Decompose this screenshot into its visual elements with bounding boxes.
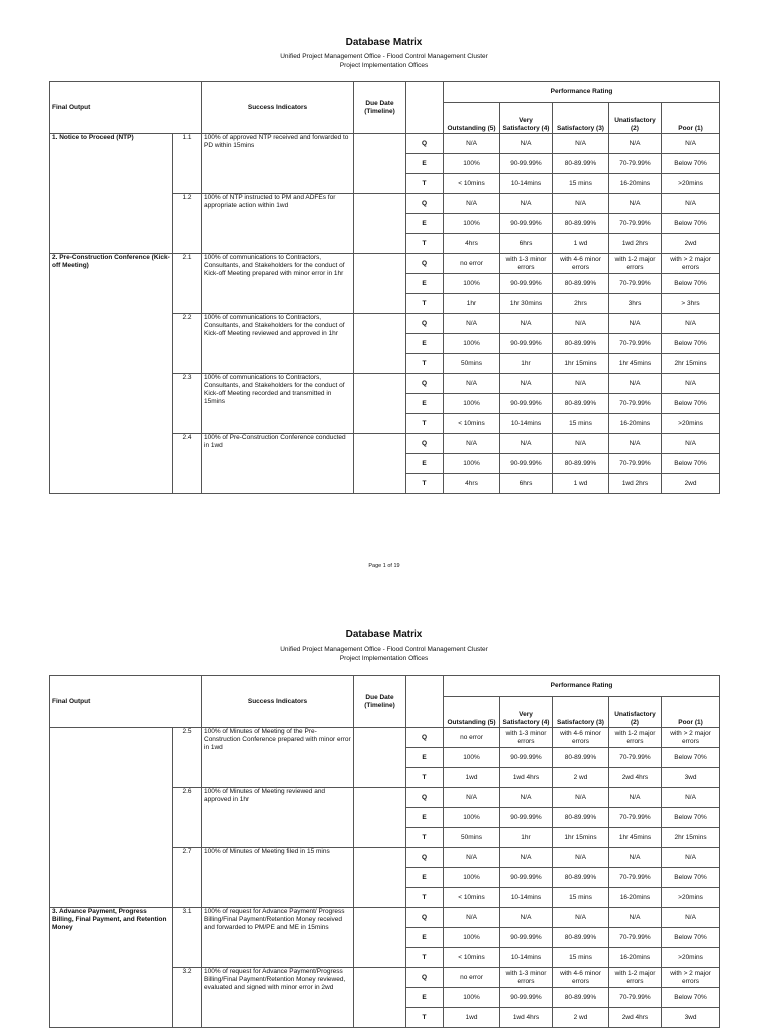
due-date-cell — [354, 788, 406, 848]
rating-value-cell: N/A — [500, 848, 553, 868]
rating-value-cell: N/A — [662, 908, 720, 928]
measure-code: Q — [406, 434, 444, 454]
rating-value-cell: 2hrs — [553, 294, 609, 314]
rating-value-cell: 70-79.99% — [609, 334, 662, 354]
rating-value-cell: 2wd 4hrs — [609, 1008, 662, 1028]
page-number: Page 1 of 19 — [368, 563, 400, 569]
rating-value-cell: N/A — [553, 788, 609, 808]
rating-value-cell: > 3hrs — [662, 294, 720, 314]
rating-value-cell: no error — [444, 728, 500, 748]
rating-value-cell: 1hr 15mins — [553, 828, 609, 848]
rating-value-cell: >20mins — [662, 888, 720, 908]
table-row — [50, 728, 720, 748]
rating-value-cell: N/A — [444, 848, 500, 868]
rating-value-cell: 100% — [444, 988, 500, 1008]
header-performance-rating: Performance Rating — [444, 82, 720, 103]
measure-code: T — [406, 948, 444, 968]
final-output-cell: 2. Pre-Construction Conference (Kick-off Meeting) — [50, 254, 173, 494]
rating-value-cell: 1hr 30mins — [500, 294, 553, 314]
rating-value-cell: with 1-3 minor errors — [500, 728, 553, 748]
due-date-cell — [354, 728, 406, 788]
header-row — [50, 82, 720, 103]
rating-value-cell: 90-99.99% — [500, 334, 553, 354]
rating-value-cell: N/A — [662, 788, 720, 808]
rating-value-cell: 2hr 15mins — [662, 828, 720, 848]
rating-value-cell: 1hr — [444, 294, 500, 314]
indicator-text: 100% of communications to Contractors, Consultants, and Stakeholders for the conduct of Kick-off Meeting prepared with minor error in 1hr — [202, 254, 354, 314]
rating-value-cell: 90-99.99% — [500, 928, 553, 948]
indicator-index: 3.1 — [173, 908, 202, 968]
rating-value-cell: 80-89.99% — [553, 334, 609, 354]
header-row — [50, 676, 720, 697]
header-code-spacer — [406, 82, 444, 134]
measure-code: E — [406, 988, 444, 1008]
rating-value-cell: 1 wd — [553, 234, 609, 254]
measure-code: E — [406, 214, 444, 234]
rating-value-cell: 100% — [444, 394, 500, 414]
rating-value-cell: N/A — [609, 134, 662, 154]
due-date-cell — [354, 374, 406, 434]
rating-value-cell: with 1-3 minor errors — [500, 254, 553, 274]
rating-value-cell: Below 70% — [662, 748, 720, 768]
rating-value-cell: with > 2 major errors — [662, 728, 720, 748]
rating-value-cell: 4hrs — [444, 474, 500, 494]
measure-code: E — [406, 394, 444, 414]
header-rating-r5: Outstanding (5) — [444, 103, 500, 134]
rating-value-cell: N/A — [500, 908, 553, 928]
rating-value-cell: with 4-6 minor errors — [553, 254, 609, 274]
rating-value-cell: 1hr 15mins — [553, 354, 609, 374]
rating-value-cell: 1wd 4hrs — [500, 1008, 553, 1028]
doc-subtitle-1-page-2: Unified Project Management Office - Flood Control Management Cluster — [280, 646, 488, 653]
measure-code: E — [406, 868, 444, 888]
rating-value-cell: N/A — [662, 314, 720, 334]
rating-value-cell: N/A — [609, 788, 662, 808]
rating-value-cell: >20mins — [662, 414, 720, 434]
header-due-date: Due Date (Timeline) — [354, 676, 406, 728]
header-spacer — [173, 676, 202, 728]
measure-code: T — [406, 294, 444, 314]
rating-value-cell: 10-14mins — [500, 414, 553, 434]
rating-value-cell: with 1-3 minor errors — [500, 968, 553, 988]
rating-value-cell: 100% — [444, 928, 500, 948]
rating-value-cell: N/A — [609, 908, 662, 928]
measure-code: Q — [406, 374, 444, 394]
measure-code: T — [406, 414, 444, 434]
measure-code: T — [406, 174, 444, 194]
rating-value-cell: 90-99.99% — [500, 868, 553, 888]
due-date-cell — [354, 314, 406, 374]
rating-value-cell: N/A — [444, 194, 500, 214]
indicator-index: 2.7 — [173, 848, 202, 908]
rating-value-cell: 80-89.99% — [553, 868, 609, 888]
indicator-text: 100% of communications to Contractors, Consultants, and Stakeholders for the conduct of Kick-off Meeting recorded and transmitted in 15mins — [202, 374, 354, 434]
rating-value-cell: no error — [444, 968, 500, 988]
header-rating-r5: Outstanding (5) — [444, 697, 500, 728]
rating-value-cell: 16-20mins — [609, 948, 662, 968]
rating-value-cell: 80-89.99% — [553, 928, 609, 948]
measure-code: Q — [406, 314, 444, 334]
rating-value-cell: N/A — [500, 314, 553, 334]
rating-value-cell: N/A — [444, 374, 500, 394]
doc-title-page-2: Database Matrix — [345, 629, 423, 640]
rating-value-cell: Below 70% — [662, 334, 720, 354]
rating-value-cell: N/A — [553, 314, 609, 334]
final-output-cell — [50, 728, 173, 908]
rating-value-cell: 1wd — [444, 768, 500, 788]
due-date-cell — [354, 434, 406, 494]
doc-subtitle-1: Unified Project Management Office - Flood Control Management Cluster — [280, 53, 488, 60]
indicator-text: 100% of Minutes of Meeting reviewed and approved in 1hr — [202, 788, 354, 848]
measure-code: E — [406, 454, 444, 474]
header-spacer — [173, 82, 202, 134]
rating-value-cell: 16-20mins — [609, 174, 662, 194]
rating-value-cell: N/A — [444, 788, 500, 808]
rating-value-cell: 15 mins — [553, 888, 609, 908]
rating-value-cell: with 4-6 minor errors — [553, 968, 609, 988]
rating-value-cell: 6hrs — [500, 234, 553, 254]
rating-value-cell: 1hr — [500, 354, 553, 374]
rating-value-cell: 80-89.99% — [553, 988, 609, 1008]
doc-subtitle-2-page-2: Project Implementation Offices — [339, 655, 429, 662]
rating-value-cell: 100% — [444, 748, 500, 768]
header-success-indicators: Success Indicators — [202, 676, 354, 728]
due-date-cell — [354, 968, 406, 1028]
rating-value-cell: >20mins — [662, 948, 720, 968]
rating-value-cell: 90-99.99% — [500, 988, 553, 1008]
measure-code: T — [406, 828, 444, 848]
rating-value-cell: N/A — [553, 374, 609, 394]
final-output-cell: 3. Advance Payment, Progress Billing, Final Payment, and Retention Money — [50, 908, 173, 1028]
rating-value-cell: N/A — [662, 134, 720, 154]
rating-value-cell: 70-79.99% — [609, 748, 662, 768]
rating-value-cell: N/A — [444, 434, 500, 454]
rating-value-cell: N/A — [662, 434, 720, 454]
rating-value-cell: 3wd — [662, 768, 720, 788]
rating-value-cell: with 1-2 major errors — [609, 968, 662, 988]
rating-value-cell: 2wd — [662, 234, 720, 254]
rating-value-cell: with > 2 major errors — [662, 254, 720, 274]
rating-value-cell: Below 70% — [662, 274, 720, 294]
matrix-table-page-1 — [49, 81, 720, 494]
header-final-output: Final Output — [50, 82, 173, 134]
due-date-cell — [354, 908, 406, 968]
rating-value-cell: 80-89.99% — [553, 748, 609, 768]
header-rating-r4: Very Satisfactory (4) — [500, 103, 553, 134]
rating-value-cell: N/A — [609, 194, 662, 214]
rating-value-cell: 1wd 2hrs — [609, 234, 662, 254]
rating-value-cell: 100% — [444, 274, 500, 294]
rating-value-cell: 70-79.99% — [609, 808, 662, 828]
rating-value-cell: Below 70% — [662, 808, 720, 828]
rating-value-cell: 1wd — [444, 1008, 500, 1028]
indicator-text: 100% of request for Advance Payment/Progress Billing/Final Payment/Retention Money reviewed, evaluated and signed with minor error in 2wd — [202, 968, 354, 1028]
rating-value-cell: 1wd 4hrs — [500, 768, 553, 788]
measure-code: E — [406, 748, 444, 768]
rating-value-cell: 70-79.99% — [609, 274, 662, 294]
measure-code: E — [406, 154, 444, 174]
rating-value-cell: 90-99.99% — [500, 154, 553, 174]
rating-value-cell: N/A — [500, 194, 553, 214]
measure-code: Q — [406, 788, 444, 808]
rating-value-cell: with 1-2 major errors — [609, 728, 662, 748]
indicator-index: 1.2 — [173, 194, 202, 254]
measure-code: T — [406, 1008, 444, 1028]
rating-value-cell: 80-89.99% — [553, 274, 609, 294]
indicator-text: 100% of Minutes of Meeting filed in 15 mins — [202, 848, 354, 908]
rating-value-cell: N/A — [444, 134, 500, 154]
rating-value-cell: >20mins — [662, 174, 720, 194]
rating-value-cell: 100% — [444, 214, 500, 234]
rating-value-cell: 90-99.99% — [500, 214, 553, 234]
rating-value-cell: N/A — [553, 908, 609, 928]
rating-value-cell: N/A — [553, 194, 609, 214]
rating-value-cell: 10-14mins — [500, 174, 553, 194]
measure-code: E — [406, 808, 444, 828]
rating-value-cell: 15 mins — [553, 948, 609, 968]
rating-value-cell: < 10mins — [444, 888, 500, 908]
rating-value-cell: 70-79.99% — [609, 988, 662, 1008]
doc-title: Database Matrix — [345, 37, 423, 48]
measure-code: Q — [406, 908, 444, 928]
rating-value-cell: Below 70% — [662, 154, 720, 174]
header-performance-rating: Performance Rating — [444, 676, 720, 697]
rating-value-cell: Below 70% — [662, 394, 720, 414]
header-rating-r3: Satisfactory (3) — [553, 697, 609, 728]
rating-value-cell: 2hr 15mins — [662, 354, 720, 374]
rating-value-cell: < 10mins — [444, 414, 500, 434]
rating-value-cell: 50mins — [444, 828, 500, 848]
rating-value-cell: 1 wd — [553, 474, 609, 494]
rating-value-cell: with > 2 major errors — [662, 968, 720, 988]
rating-value-cell: 100% — [444, 334, 500, 354]
rating-value-cell: 3wd — [662, 1008, 720, 1028]
rating-value-cell: Below 70% — [662, 988, 720, 1008]
rating-value-cell: 70-79.99% — [609, 394, 662, 414]
rating-value-cell: 100% — [444, 454, 500, 474]
rating-value-cell: N/A — [662, 374, 720, 394]
rating-value-cell: 1hr 45mins — [609, 354, 662, 374]
rating-value-cell: 90-99.99% — [500, 394, 553, 414]
header-success-indicators: Success Indicators — [202, 82, 354, 134]
rating-value-cell: N/A — [609, 374, 662, 394]
rating-value-cell: no error — [444, 254, 500, 274]
due-date-cell — [354, 848, 406, 908]
rating-value-cell: 50mins — [444, 354, 500, 374]
rating-value-cell: N/A — [609, 314, 662, 334]
rating-value-cell: 70-79.99% — [609, 928, 662, 948]
rating-value-cell: 1hr 45mins — [609, 828, 662, 848]
measure-code: Q — [406, 194, 444, 214]
table-row — [50, 134, 720, 154]
rating-value-cell: N/A — [444, 314, 500, 334]
rating-value-cell: < 10mins — [444, 174, 500, 194]
header-rating-r1: Poor (1) — [662, 103, 720, 134]
rating-value-cell: N/A — [609, 848, 662, 868]
measure-code: Q — [406, 254, 444, 274]
measure-code: Q — [406, 848, 444, 868]
table-row — [50, 254, 720, 274]
measure-code: E — [406, 928, 444, 948]
rating-value-cell: N/A — [662, 194, 720, 214]
rating-value-cell: 16-20mins — [609, 414, 662, 434]
indicator-index: 2.3 — [173, 374, 202, 434]
rating-value-cell: 1wd 2hrs — [609, 474, 662, 494]
rating-value-cell: N/A — [609, 434, 662, 454]
rating-value-cell: 90-99.99% — [500, 274, 553, 294]
rating-value-cell: N/A — [500, 134, 553, 154]
indicator-index: 2.6 — [173, 788, 202, 848]
rating-value-cell: Below 70% — [662, 928, 720, 948]
rating-value-cell: 2wd 4hrs — [609, 768, 662, 788]
indicator-index: 1.1 — [173, 134, 202, 194]
rating-value-cell: with 4-6 minor errors — [553, 728, 609, 748]
rating-value-cell: < 10mins — [444, 948, 500, 968]
indicator-index: 3.2 — [173, 968, 202, 1028]
rating-value-cell: 15 mins — [553, 174, 609, 194]
rating-value-cell: 80-89.99% — [553, 454, 609, 474]
indicator-text: 100% of communications to Contractors, Consultants, and Stakeholders for the conduct of Kick-off Meeting reviewed and approved in 1hr — [202, 314, 354, 374]
rating-value-cell: Below 70% — [662, 214, 720, 234]
rating-value-cell: N/A — [553, 134, 609, 154]
measure-code: Q — [406, 968, 444, 988]
rating-value-cell: N/A — [500, 374, 553, 394]
due-date-cell — [354, 254, 406, 314]
measure-code: E — [406, 274, 444, 294]
rating-value-cell: 3hrs — [609, 294, 662, 314]
rating-value-cell: N/A — [662, 848, 720, 868]
header-rating-r2: Unatisfactory (2) — [609, 697, 662, 728]
indicator-text: 100% of NTP instructed to PM and ADFEs for appropriate action within 1wd — [202, 194, 354, 254]
rating-value-cell: 80-89.99% — [553, 394, 609, 414]
rating-value-cell: 6hrs — [500, 474, 553, 494]
header-rating-r3: Satisfactory (3) — [553, 103, 609, 134]
rating-value-cell: 16-20mins — [609, 888, 662, 908]
due-date-cell — [354, 134, 406, 194]
rating-value-cell: Below 70% — [662, 454, 720, 474]
doc-subtitle-2: Project Implementation Offices — [339, 62, 429, 69]
rating-value-cell: 100% — [444, 808, 500, 828]
rating-value-cell: 4hrs — [444, 234, 500, 254]
rating-value-cell: N/A — [444, 908, 500, 928]
rating-value-cell: 70-79.99% — [609, 454, 662, 474]
rating-value-cell: 1hr — [500, 828, 553, 848]
final-output-cell: 1. Notice to Proceed (NTP) — [50, 134, 173, 254]
indicator-index: 2.5 — [173, 728, 202, 788]
rating-value-cell: 2 wd — [553, 768, 609, 788]
rating-value-cell: 10-14mins — [500, 948, 553, 968]
rating-value-cell: 15 mins — [553, 414, 609, 434]
rating-value-cell: N/A — [500, 434, 553, 454]
indicator-index: 2.2 — [173, 314, 202, 374]
rating-value-cell: 100% — [444, 154, 500, 174]
indicator-index: 2.4 — [173, 434, 202, 494]
header-rating-r1: Poor (1) — [662, 697, 720, 728]
rating-value-cell: Below 70% — [662, 868, 720, 888]
rating-value-cell: 70-79.99% — [609, 154, 662, 174]
measure-code: T — [406, 474, 444, 494]
rating-value-cell: N/A — [553, 434, 609, 454]
rating-value-cell: 80-89.99% — [553, 154, 609, 174]
rating-value-cell: 70-79.99% — [609, 868, 662, 888]
rating-value-cell: 2 wd — [553, 1008, 609, 1028]
header-rating-r2: Unatisfactory (2) — [609, 103, 662, 134]
indicator-index: 2.1 — [173, 254, 202, 314]
indicator-text: 100% of approved NTP received and forwarded to PD within 15mins — [202, 134, 354, 194]
header-due-date: Due Date (Timeline) — [354, 82, 406, 134]
rating-value-cell: 90-99.99% — [500, 454, 553, 474]
measure-code: T — [406, 354, 444, 374]
rating-value-cell: 90-99.99% — [500, 748, 553, 768]
measure-code: Q — [406, 134, 444, 154]
measure-code: T — [406, 888, 444, 908]
due-date-cell — [354, 194, 406, 254]
rating-value-cell: N/A — [500, 788, 553, 808]
header-final-output: Final Output — [50, 676, 173, 728]
rating-value-cell: 80-89.99% — [553, 808, 609, 828]
measure-code: T — [406, 234, 444, 254]
measure-code: E — [406, 334, 444, 354]
rating-value-cell: 10-14mins — [500, 888, 553, 908]
rating-value-cell: 2wd — [662, 474, 720, 494]
rating-value-cell: 70-79.99% — [609, 214, 662, 234]
indicator-text: 100% of request for Advance Payment/ Progress Billing/Final Payment/Retention Money received and forwarded to PM/PE and ME in 15mins — [202, 908, 354, 968]
header-code-spacer — [406, 676, 444, 728]
rating-value-cell: N/A — [553, 848, 609, 868]
measure-code: T — [406, 768, 444, 788]
indicator-text: 100% of Minutes of Meeting of the Pre-Construction Conference prepared with minor error in 1wd — [202, 728, 354, 788]
rating-value-cell: 80-89.99% — [553, 214, 609, 234]
table-row — [50, 908, 720, 928]
indicator-text: 100% of Pre-Construction Conference conducted in 1wd — [202, 434, 354, 494]
rating-value-cell: 90-99.99% — [500, 808, 553, 828]
header-rating-r4: Very Satisfactory (4) — [500, 697, 553, 728]
matrix-table-page-2 — [49, 675, 720, 1028]
rating-value-cell: 100% — [444, 868, 500, 888]
measure-code: Q — [406, 728, 444, 748]
rating-value-cell: with 1-2 major errors — [609, 254, 662, 274]
